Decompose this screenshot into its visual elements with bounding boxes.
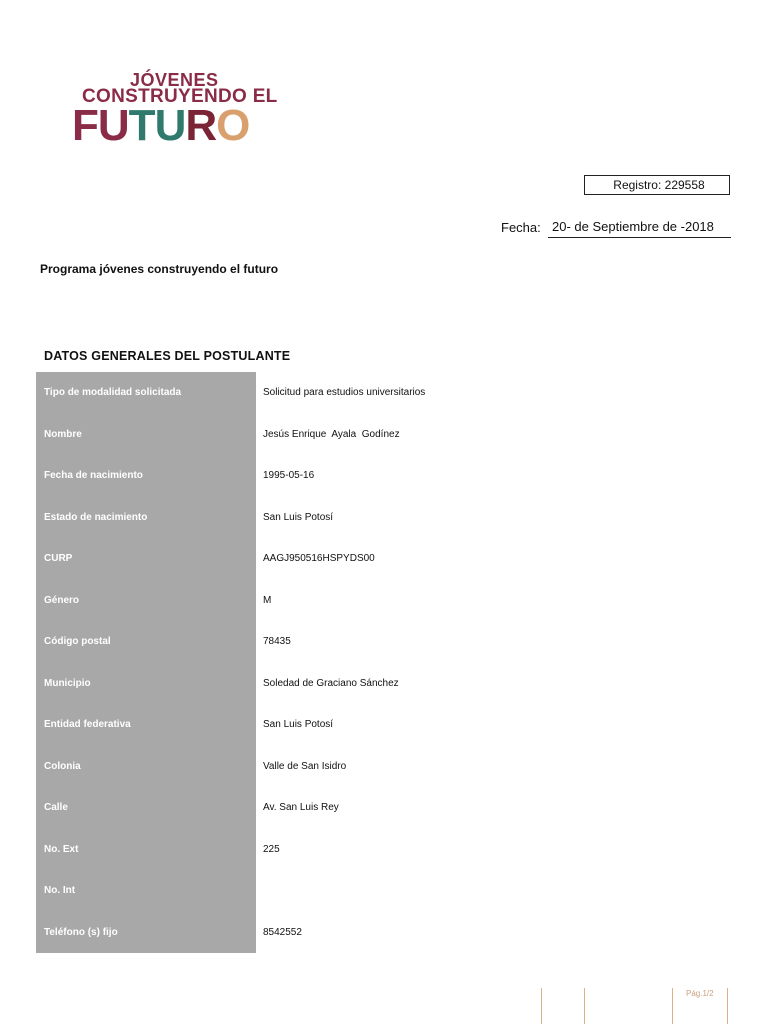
field-value xyxy=(256,870,636,912)
field-label: Código postal xyxy=(36,621,256,663)
fecha-value: 20- de Septiembre de -2018 xyxy=(548,219,731,238)
logo-letter: R xyxy=(185,101,217,150)
table-row xyxy=(36,621,636,663)
field-label: No. Int xyxy=(36,870,256,912)
field-value: 8542552 xyxy=(263,926,302,938)
section-title: DATOS GENERALES DEL POSTULANTE xyxy=(44,349,291,363)
field-value: Solicitud para estudios universitarios xyxy=(263,387,426,399)
footer-rule xyxy=(672,988,673,1024)
table-row xyxy=(36,372,636,414)
logo-letter: F xyxy=(72,101,98,150)
field-value: San Luis Potosí xyxy=(263,719,334,731)
field-label: Fecha de nacimiento xyxy=(36,455,256,497)
field-label: Estado de nacimiento xyxy=(36,497,256,539)
table-row xyxy=(36,580,636,622)
logo-letter: T xyxy=(128,101,155,150)
table-row xyxy=(36,455,636,497)
field-label: Tipo de modalidad solicitada xyxy=(36,372,256,414)
logo-line-1: JÓVENES xyxy=(130,70,219,90)
table-row xyxy=(36,497,636,539)
fecha-label: Fecha: xyxy=(501,220,541,235)
field-label: Colonia xyxy=(36,746,256,788)
applicant-data-table xyxy=(36,372,636,953)
program-title: Programa jóvenes construyendo el futuro xyxy=(40,262,279,276)
table-row xyxy=(36,829,636,871)
field-label: Entidad federativa xyxy=(36,704,256,746)
field-value: Soledad de Graciano Sánchez xyxy=(263,677,399,689)
field-label: Género xyxy=(36,580,256,622)
field-label: Teléfono (s) fijo xyxy=(36,912,256,954)
registro-box: Registro: 229558 xyxy=(584,175,730,195)
footer-rule xyxy=(541,988,542,1024)
table-row xyxy=(36,414,636,456)
field-value: 225 xyxy=(263,843,280,855)
field-value: 78435 xyxy=(263,636,291,648)
field-label: Nombre xyxy=(36,414,256,456)
table-row xyxy=(36,787,636,829)
logo-line-2: CONSTRUYENDO EL xyxy=(82,86,278,107)
field-value: San Luis Potosí xyxy=(263,511,334,523)
table-row xyxy=(36,870,636,912)
table-row xyxy=(36,704,636,746)
table-row xyxy=(36,746,636,788)
field-label: CURP xyxy=(36,538,256,580)
footer-rule xyxy=(727,988,728,1024)
program-logo xyxy=(72,70,282,150)
field-value: Valle de San Isidro xyxy=(263,760,347,772)
field-value: Av. San Luis Rey xyxy=(263,802,339,814)
field-value: 1995-05-16 xyxy=(263,470,315,482)
field-value: M xyxy=(263,594,272,606)
table-row xyxy=(36,663,636,705)
field-value: Jesús Enrique Ayala Godínez xyxy=(263,428,400,440)
logo-letter: U xyxy=(154,101,186,150)
field-label: No. Ext xyxy=(36,829,256,871)
table-row xyxy=(36,538,636,580)
field-label: Municipio xyxy=(36,663,256,705)
field-value: AAGJ950516HSPYDS00 xyxy=(263,553,375,565)
logo-line-3 xyxy=(72,101,250,150)
footer-rule xyxy=(584,988,585,1024)
footer-rules xyxy=(0,988,768,1024)
table-row xyxy=(36,912,636,954)
page-number: Pág.1/2 xyxy=(686,989,714,998)
field-label: Calle xyxy=(36,787,256,829)
logo-letter: U xyxy=(97,101,129,150)
logo-letter: O xyxy=(216,101,250,150)
